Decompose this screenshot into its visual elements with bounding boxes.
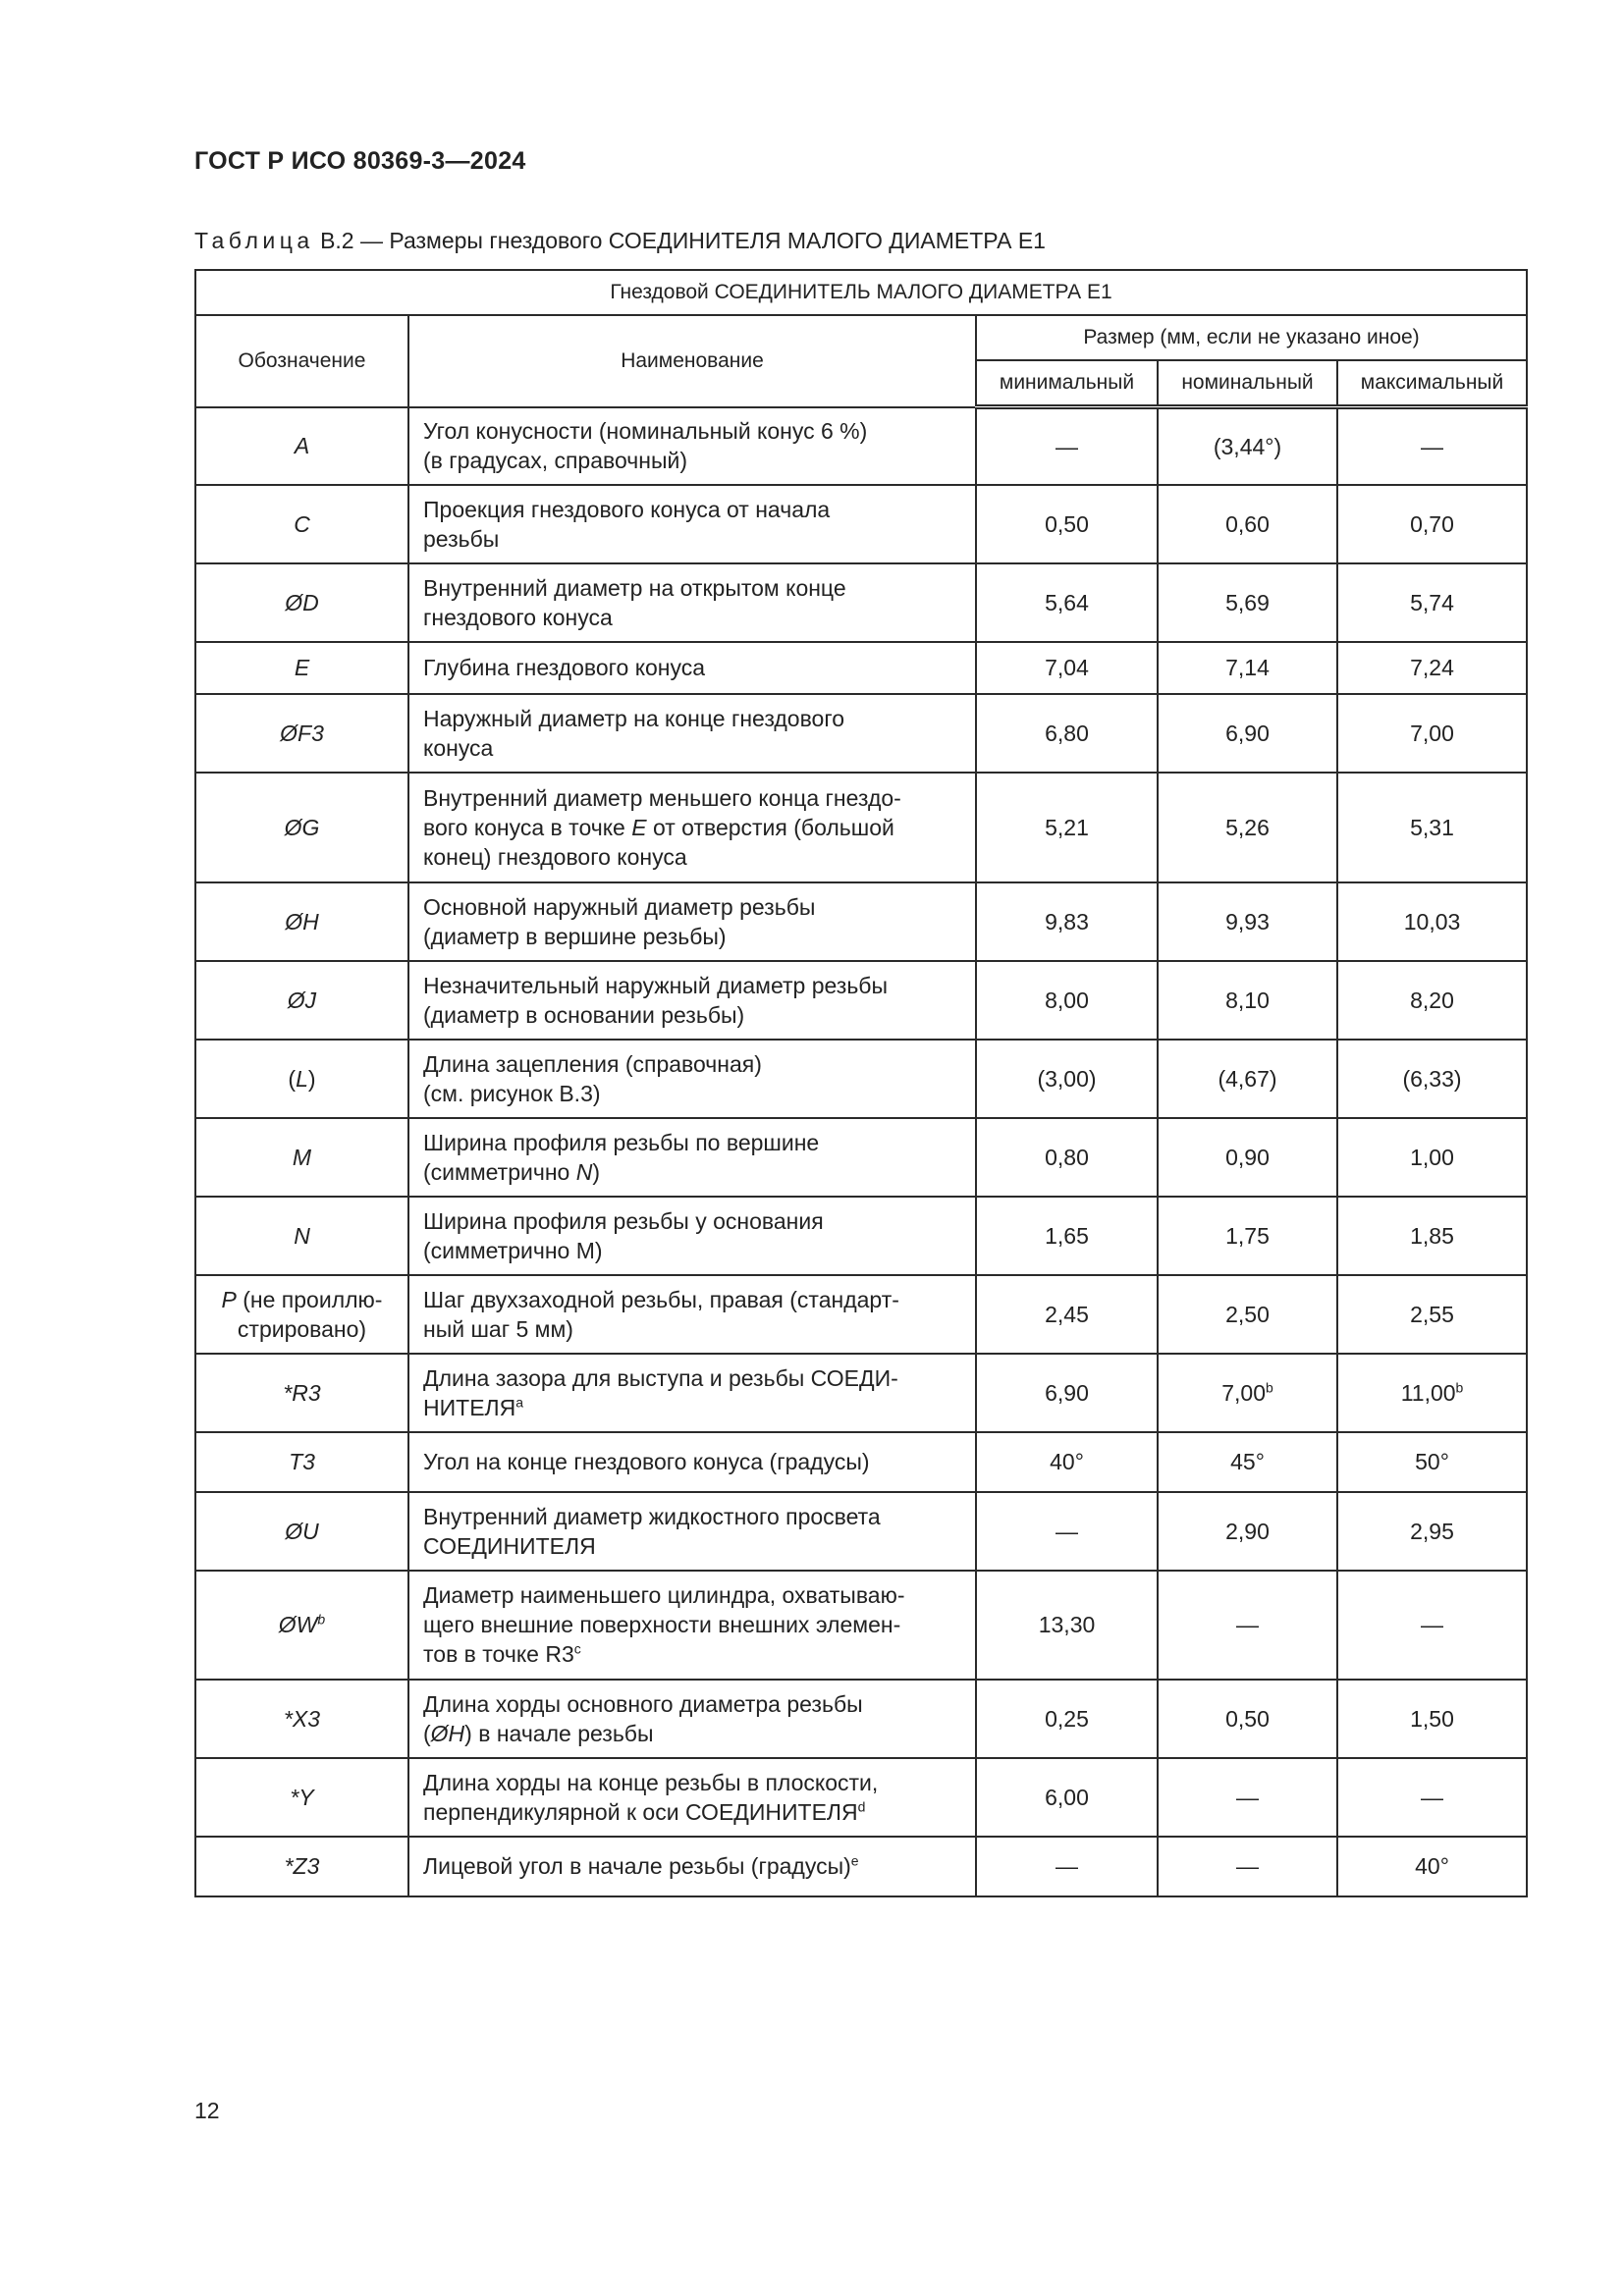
header-name: Наименование — [408, 315, 976, 407]
row-nom: 7,14 — [1158, 642, 1337, 694]
caption-text: В.2 — Размеры гнездового СОЕДИНИТЕЛЯ МАЛОГО ДИАМЕТРА Е1 — [313, 228, 1046, 253]
row-nom: 8,10 — [1158, 961, 1337, 1040]
header-max: максимальный — [1337, 360, 1527, 407]
header-nom: номинальный — [1158, 360, 1337, 407]
row-min: (3,00) — [976, 1040, 1158, 1118]
row-min: 0,25 — [976, 1680, 1158, 1758]
row-min: 40° — [976, 1432, 1158, 1492]
row-nom: 9,93 — [1158, 882, 1337, 961]
row-min: 1,65 — [976, 1197, 1158, 1275]
row-min: 5,64 — [976, 563, 1158, 642]
row-nom: 45° — [1158, 1432, 1337, 1492]
row-symbol: ØG — [195, 773, 408, 882]
row-nom: 6,90 — [1158, 694, 1337, 773]
table-row — [195, 1275, 1527, 1354]
row-description: Шаг двухзаходной резьбы, правая (стандарт- ный шаг 5 мм) — [408, 1275, 976, 1354]
table-row — [195, 485, 1527, 563]
table-row — [195, 1571, 1527, 1680]
row-description: Внутренний диаметр меньшего конца гнездо- вого конуса в точке E от отверстия (большой конец) гнездового конуса — [408, 773, 976, 882]
row-description: Длина зазора для выступа и резьбы СОЕДИ- НИТЕЛЯ$^a$ — [408, 1354, 976, 1432]
row-description: Основной наружный диаметр резьбы (диаметр в вершине резьбы) — [408, 882, 976, 961]
row-symbol: A — [195, 407, 408, 485]
row-description: Длина хорды основного диаметра резьбы (ØH) в начале резьбы — [408, 1680, 976, 1758]
row-description: Диаметр наименьшего цилиндра, охватываю- щего внешние поверхности внешних элемен- тов в точке R3$^c$ — [408, 1571, 976, 1680]
row-max: 7,00 — [1337, 694, 1527, 773]
row-description: Лицевой угол в начале резьбы (градусы)$^e$ — [408, 1837, 976, 1896]
row-description: Ширина профиля резьбы у основания (симметрично М) — [408, 1197, 976, 1275]
row-min: 8,00 — [976, 961, 1158, 1040]
row-nom: — — [1158, 1758, 1337, 1837]
table-row — [195, 882, 1527, 961]
row-symbol: *R3 — [195, 1354, 408, 1432]
row-description: Наружный диаметр на конце гнездового конуса — [408, 694, 976, 773]
row-min: 6,00 — [976, 1758, 1158, 1837]
row-max: 10,03 — [1337, 882, 1527, 961]
row-max: 7,24 — [1337, 642, 1527, 694]
table-caption — [194, 228, 1046, 254]
row-nom: 5,69 — [1158, 563, 1337, 642]
row-description: Проекция гнездового конуса от начала резьбы — [408, 485, 976, 563]
row-max: 2,55 — [1337, 1275, 1527, 1354]
row-nom: 0,60 — [1158, 485, 1337, 563]
row-min: 6,90 — [976, 1354, 1158, 1432]
row-symbol: ØF3 — [195, 694, 408, 773]
table-row — [195, 961, 1527, 1040]
row-max: 11,00$^b$ — [1337, 1354, 1527, 1432]
row-description: Глубина гнездового конуса — [408, 642, 976, 694]
page-number: 12 — [194, 2098, 220, 2123]
row-max: 40° — [1337, 1837, 1527, 1896]
table-row — [195, 694, 1527, 773]
row-symbol: ØH — [195, 882, 408, 961]
row-min: 7,04 — [976, 642, 1158, 694]
header-symbol: Обозначение — [195, 315, 408, 407]
row-symbol: $ØW^b$ — [195, 1571, 408, 1680]
row-symbol: ØD — [195, 563, 408, 642]
row-nom: (3,44°) — [1158, 407, 1337, 485]
row-symbol: T3 — [195, 1432, 408, 1492]
row-nom: — — [1158, 1571, 1337, 1680]
row-nom: 0,90 — [1158, 1118, 1337, 1197]
row-min: — — [976, 1492, 1158, 1571]
table-row — [195, 407, 1527, 485]
row-min: 5,21 — [976, 773, 1158, 882]
header-size: Размер (мм, если не указано иное) — [976, 315, 1527, 360]
row-max: 5,31 — [1337, 773, 1527, 882]
row-max: 5,74 — [1337, 563, 1527, 642]
row-symbol: E — [195, 642, 408, 694]
row-description: Угол на конце гнездового конуса (градусы) — [408, 1432, 976, 1492]
table-row — [195, 1837, 1527, 1896]
row-nom: — — [1158, 1837, 1337, 1896]
row-symbol: P (не проиллю- стрировано) — [195, 1275, 408, 1354]
table-row — [195, 642, 1527, 694]
row-max: 2,95 — [1337, 1492, 1527, 1571]
row-min: 9,83 — [976, 882, 1158, 961]
row-max: 50° — [1337, 1432, 1527, 1492]
table-row — [195, 1040, 1527, 1118]
row-description: Незначительный наружный диаметр резьбы (диаметр в основании резьбы) — [408, 961, 976, 1040]
row-nom: 0,50 — [1158, 1680, 1337, 1758]
table-row — [195, 1492, 1527, 1571]
row-description: Внутренний диаметр на открытом конце гнездового конуса — [408, 563, 976, 642]
header-min: минимальный — [976, 360, 1158, 407]
row-nom: 2,90 — [1158, 1492, 1337, 1571]
row-max: 1,85 — [1337, 1197, 1527, 1275]
row-min: 2,45 — [976, 1275, 1158, 1354]
row-max: — — [1337, 1758, 1527, 1837]
dimensions-table — [194, 269, 1528, 1897]
row-max: 0,70 — [1337, 485, 1527, 563]
row-description: Длина зацепления (справочная) (см. рисунок В.3) — [408, 1040, 976, 1118]
row-description: Ширина профиля резьбы по вершине (симметрично N) — [408, 1118, 976, 1197]
row-nom: 5,26 — [1158, 773, 1337, 882]
table-row — [195, 773, 1527, 882]
row-max: 1,50 — [1337, 1680, 1527, 1758]
table-row — [195, 1432, 1527, 1492]
row-min: — — [976, 1837, 1158, 1896]
row-nom: 7,00$^b$ — [1158, 1354, 1337, 1432]
row-symbol: M — [195, 1118, 408, 1197]
row-min: — — [976, 407, 1158, 485]
row-min: 0,50 — [976, 485, 1158, 563]
row-max: 8,20 — [1337, 961, 1527, 1040]
row-description: Угол конусности (номинальный конус 6 %) (в градусах, справочный) — [408, 407, 976, 485]
row-symbol: *X3 — [195, 1680, 408, 1758]
row-symbol: ØU — [195, 1492, 408, 1571]
table-row — [195, 1118, 1527, 1197]
row-max: (6,33) — [1337, 1040, 1527, 1118]
table-row — [195, 1758, 1527, 1837]
row-max: — — [1337, 1571, 1527, 1680]
caption-prefix: Таблица — [194, 228, 314, 253]
table-row — [195, 1197, 1527, 1275]
table-row — [195, 1680, 1527, 1758]
row-symbol: N — [195, 1197, 408, 1275]
row-symbol: C — [195, 485, 408, 563]
row-min: 13,30 — [976, 1571, 1158, 1680]
row-symbol: *Y — [195, 1758, 408, 1837]
table-title: Гнездовой СОЕДИНИТЕЛЬ МАЛОГО ДИАМЕТРА Е1 — [195, 270, 1527, 315]
row-description: Длина хорды на конце резьбы в плоскости, перпендикулярной к оси СОЕДИНИТЕЛЯ$^d$ — [408, 1758, 976, 1837]
row-max: 1,00 — [1337, 1118, 1527, 1197]
row-nom: 2,50 — [1158, 1275, 1337, 1354]
document-code: ГОСТ Р ИСО 80369-3—2024 — [194, 147, 526, 175]
row-min: 6,80 — [976, 694, 1158, 773]
row-symbol: *Z3 — [195, 1837, 408, 1896]
row-nom: 1,75 — [1158, 1197, 1337, 1275]
row-nom: (4,67) — [1158, 1040, 1337, 1118]
row-description: Внутренний диаметр жидкостного просвета СОЕДИНИТЕЛЯ — [408, 1492, 976, 1571]
table-row — [195, 563, 1527, 642]
row-symbol: ØJ — [195, 961, 408, 1040]
row-max: — — [1337, 407, 1527, 485]
row-min: 0,80 — [976, 1118, 1158, 1197]
table-row — [195, 1354, 1527, 1432]
row-symbol: (L) — [195, 1040, 408, 1118]
